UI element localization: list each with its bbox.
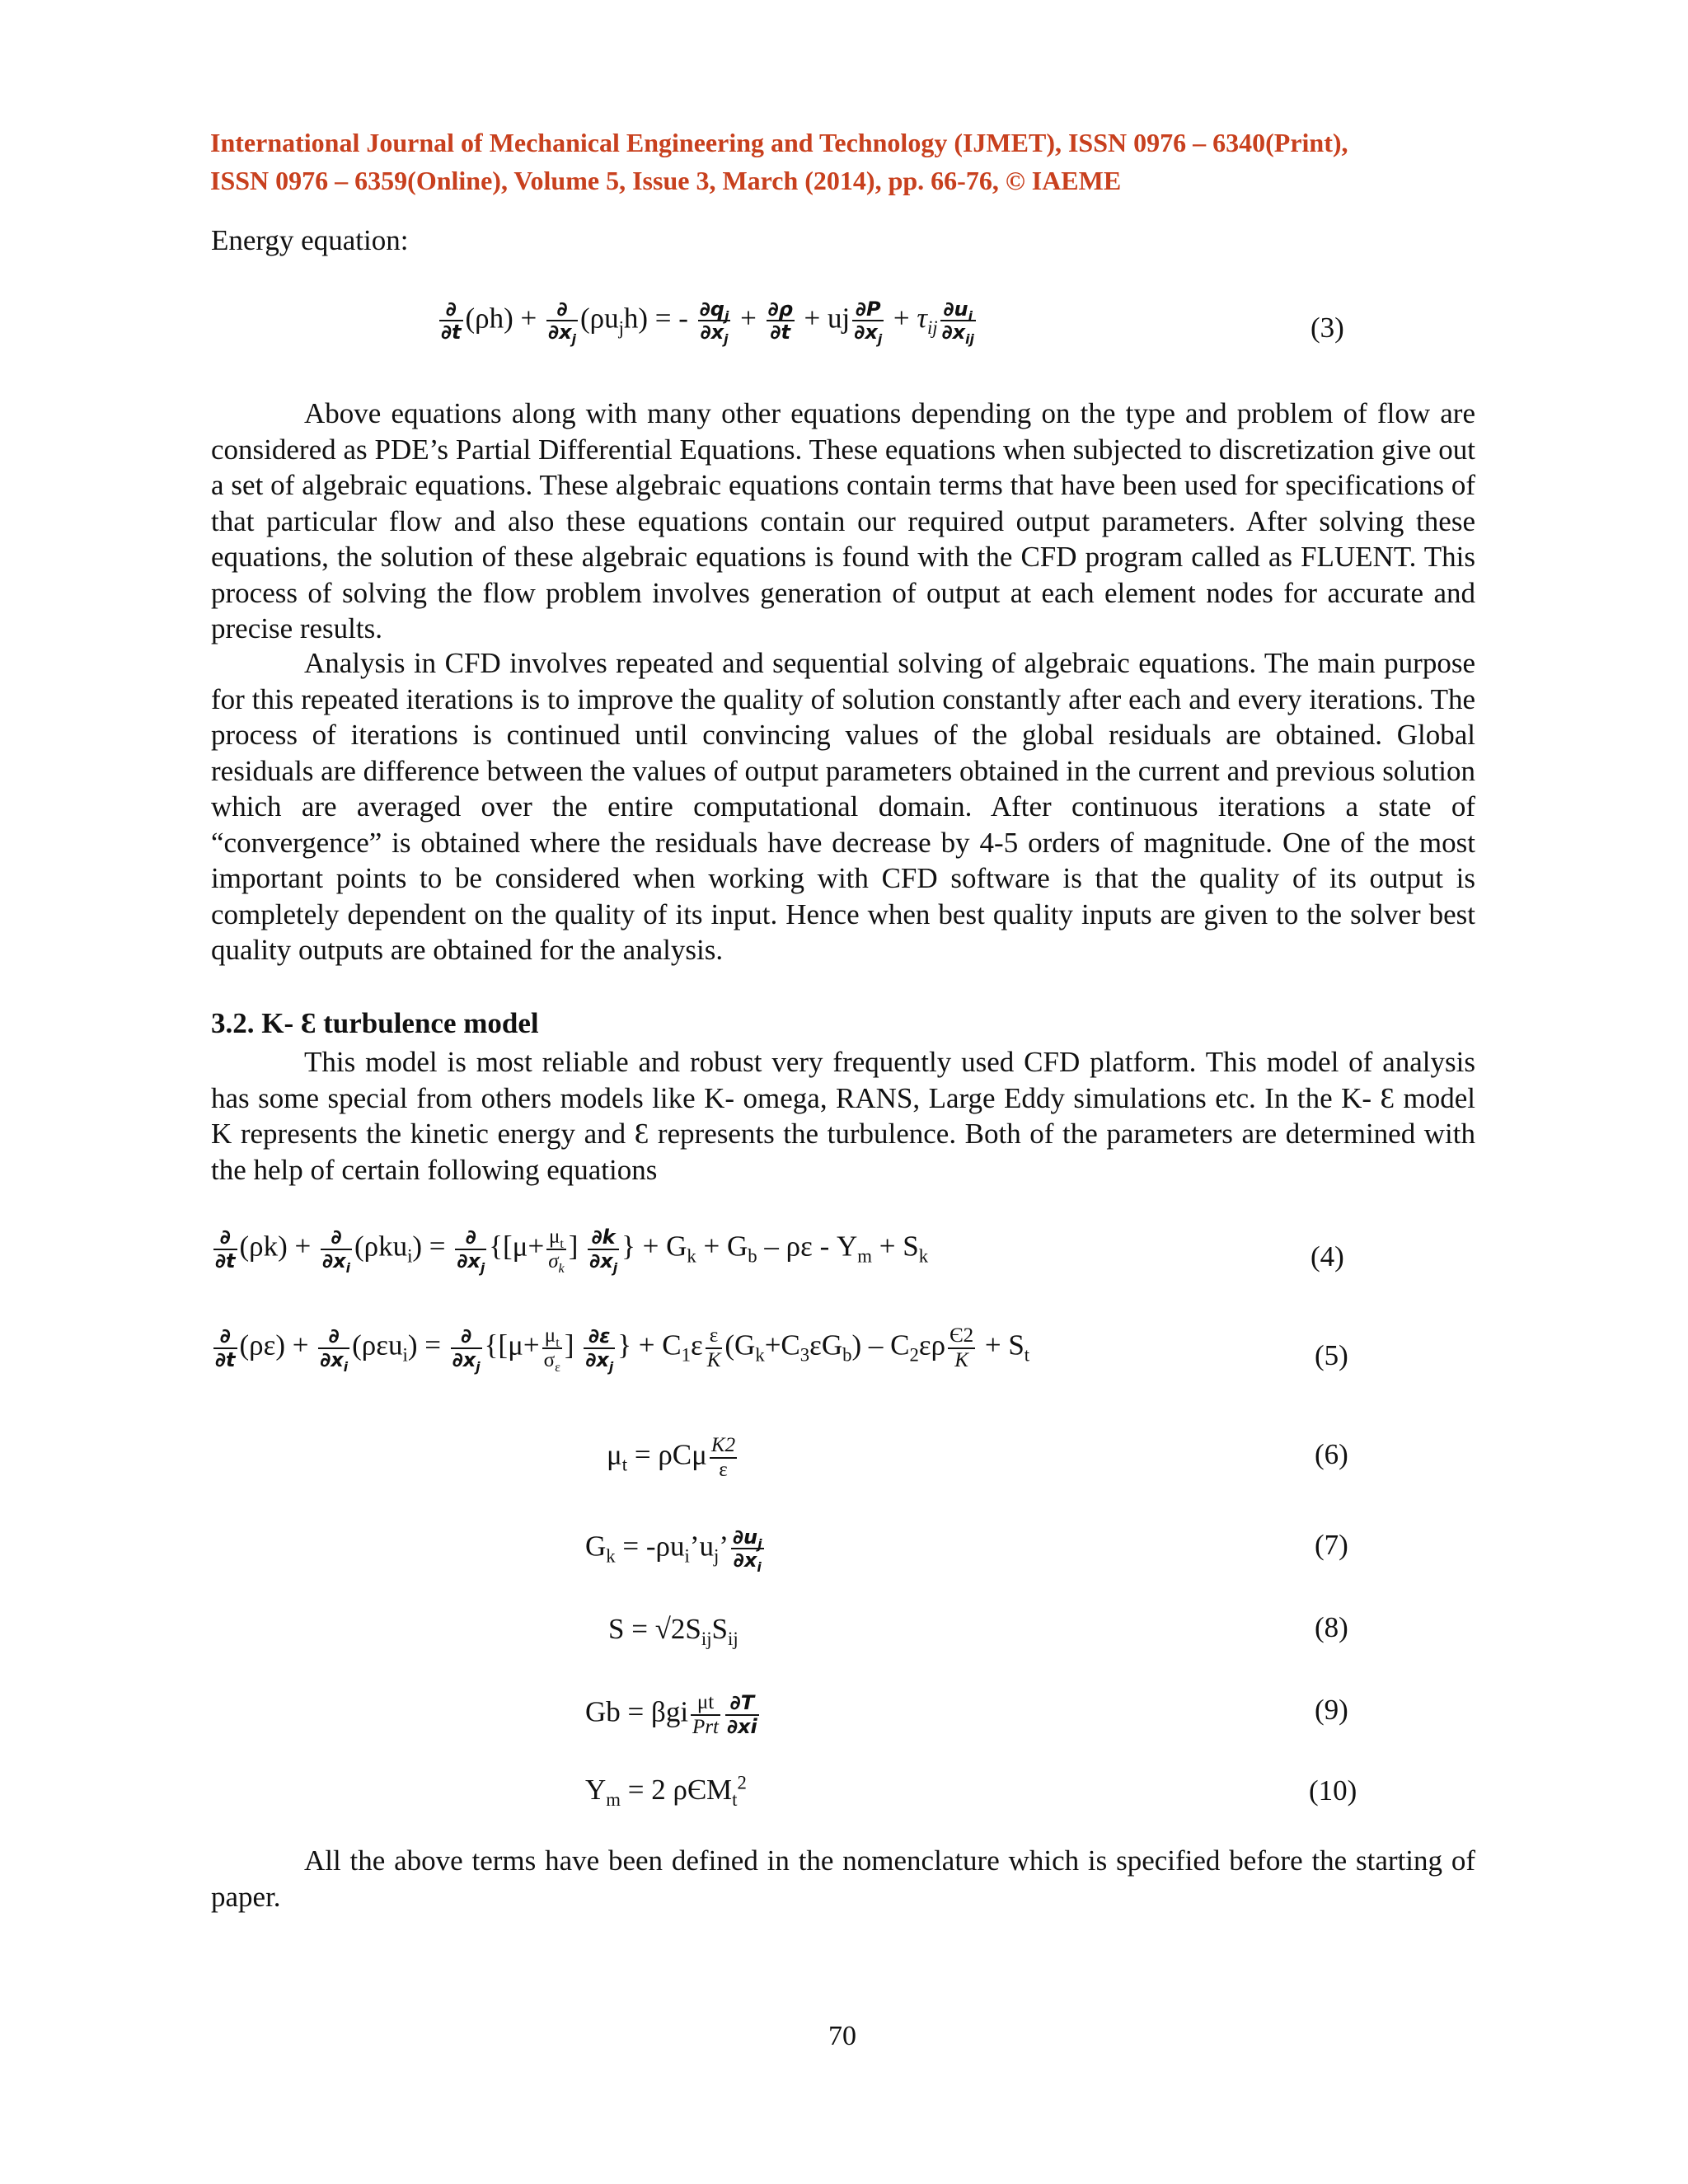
header-line-2: ISSN 0976 – 6359(Online), Volume 5, Issue 3, March (2014), pp. 66-76, © IAEME [210, 166, 1122, 195]
equation-9: Gb = βgi $\frac{\mu t}{\text{Prt}}$ $\frac{\partial T}{\partial xi}$ [585, 1691, 757, 1738]
page-number: 70 [828, 2021, 856, 2051]
equation-5: $\frac{\partial}{\partial t}$ (ρε) + $\frac{\partial}{\partial x_i}$ (ρεu$_i$) = $\frac{\partial}{\partial x_j}$ {[μ+ $\frac{\mu_t}{\sigma_\varepsilon}$ ] $\frac{\partial\varepsilon}{\partial x_j}$ } + $C_1\varepsilon$ $\frac{\varepsilon}{K}$ $(G_k+C_3\varepsilon G_b) - C_2\varepsilon\rho$ $\frac{Є2}{K}$ + $S_t$ [215, 1324, 1030, 1375]
equation-7: $G_k$ = $-\rho u_i’u_j$’ $\frac{\partial u_j}{\partial x_i}$ [585, 1526, 762, 1576]
equation-number-9: (9) [1315, 1694, 1348, 1726]
equation-10: $Y_m = 2$ ρЄM$_t^2$ [585, 1772, 747, 1810]
paragraph-pde: Above equations along with many other equations depending on the type and problem of flow are considered as PDE’s Partial Differential Equations. These equations when subjected to discretization give out a set of algebraic equations. These algebraic equations contain terms that have been used for specifications of that particular flow and also these equations contain our required output parameters. After solving these equations, the solution of these algebraic equations is found with the CFD program called as FLUENT. This process of solving the flow problem involves generation of output at each element nodes for accurate and precise results. [211, 397, 1475, 644]
equation-6: $\mu_t = \rho C\mu$ $\frac{K2}{\varepsilon}$ [607, 1434, 736, 1481]
paragraph-nomenclature: All the above terms have been defined in the nomenclature which is specified before the starting of paper. [211, 1844, 1475, 1913]
equation-number-8: (8) [1315, 1611, 1348, 1643]
equation-4: $\frac{\partial}{\partial t}$ (ρk) + $\frac{\partial}{\partial x_i}$ (ρku$_i$) = $\frac{\partial}{\partial x_j}$ {[μ+ $\frac{\mu_t}{\sigma_k}$ ] $\frac{\partial k}{\partial x_j}$ } + $G_k + G_b - \rho\varepsilon - Y_m + S_k$ [215, 1226, 929, 1276]
journal-header [210, 124, 1479, 199]
energy-equation-label: Energy equation: [211, 224, 409, 256]
header-line-1: International Journal of Mechanical Engineering and Technology (IJMET), ISSN 0976 – 6340(Print), [210, 128, 1348, 157]
equation-3: $\frac{\partial}{\partial t}$ (ρh) + $\frac{\partial}{\partial x_j}$ $(\rho u_jh)$ = - $\frac{\partial q_j}{\partial x_j}$ + $\frac{\partial\rho}{\partial t}$ + uj $\frac{\partial P}{\partial x_j}$ + $\tau_{ij}$ $\frac{\partial u_i}{\partial x_{ij}}$ [441, 298, 974, 348]
section-heading: 3.2. K- Ɛ turbulence model [211, 1007, 539, 1039]
equation-number-10: (10) [1309, 1774, 1357, 1807]
equation-number-7: (7) [1315, 1529, 1348, 1561]
equation-number-5: (5) [1315, 1339, 1348, 1371]
equation-number-6: (6) [1315, 1438, 1348, 1470]
equation-number-3: (3) [1311, 312, 1344, 344]
equation-8: $S = √2S_{ij}S_{ij}$ [608, 1613, 738, 1649]
paragraph-cfd-analysis: Analysis in CFD involves repeated and sequential solving of algebraic equations. The main purpose for this repeated iterations is to improve the quality of solution constantly after each and every iterations. The process of iterations is continued until convincing values of the global residuals are obtained. Global residuals are difference between the values of output parameters obtained in the current and previous solution which are averaged over the entire computational domain. After continuous iterations a state of “convergence” is obtained where the residuals have decrease by 4-5 orders of magnitude. One of the most important points to be considered when working with CFD software is that the quality of its output is completely dependent on the quality of its input. Hence when best quality inputs are given to the solver best quality outputs are obtained for the analysis. [211, 647, 1475, 966]
paragraph-k-epsilon: This model is most reliable and robust very frequently used CFD platform. This model of analysis has some special from others models like K- omega, RANS, Large Eddy simulations etc. In the K- Ɛ model K represents the kinetic energy and Ɛ represents the turbulence. Both of the parameters are determined with the help of certain following equations [211, 1046, 1475, 1186]
equation-number-4: (4) [1311, 1240, 1344, 1272]
